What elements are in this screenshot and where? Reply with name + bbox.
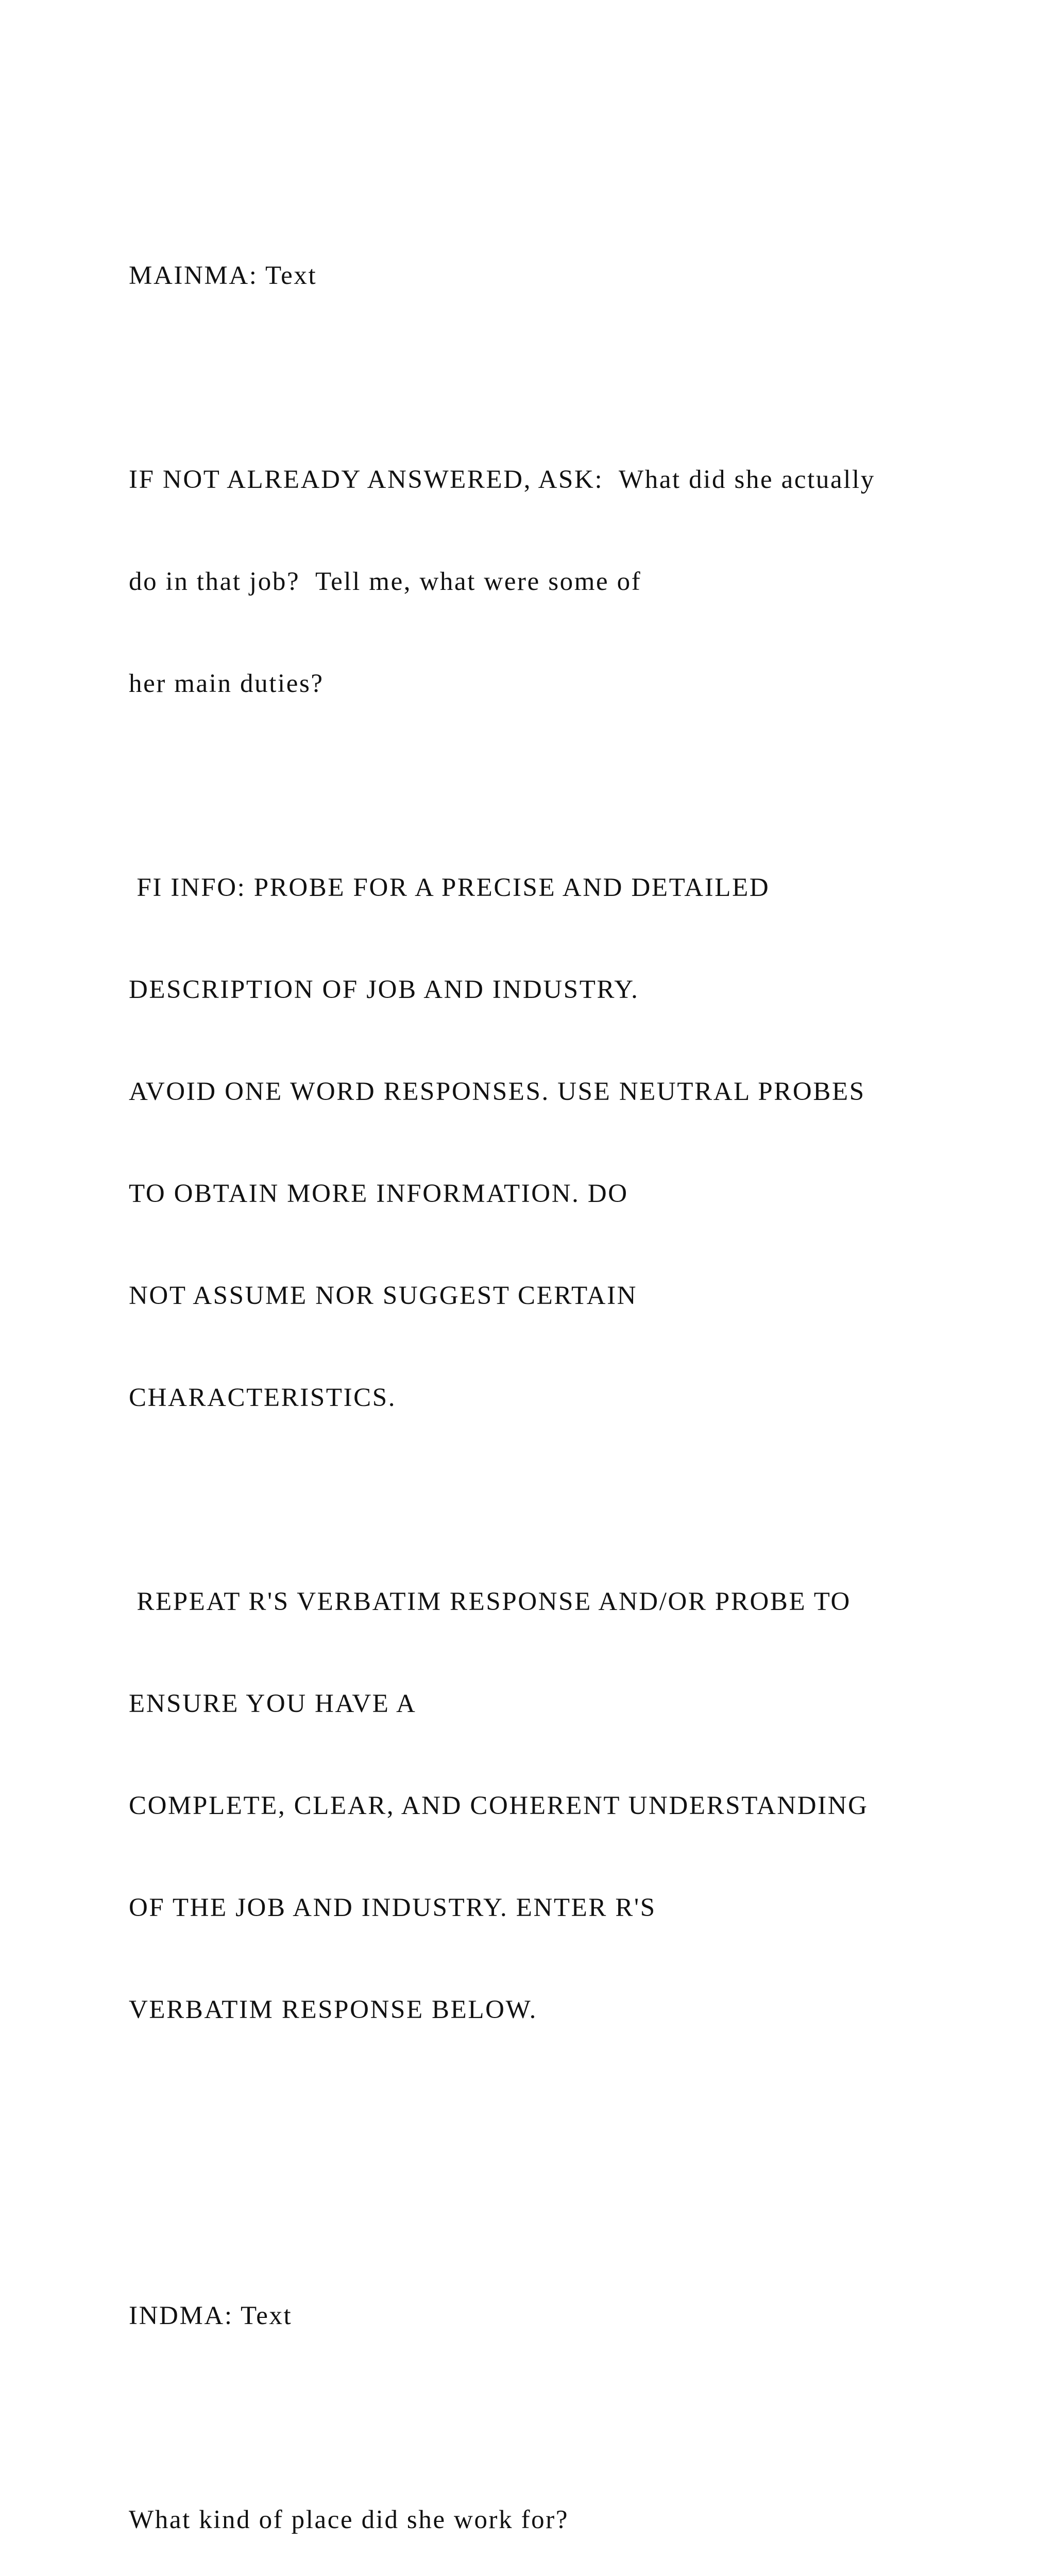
mainma-question-line-1: IF NOT ALREADY ANSWERED, ASK: What did she actually [129,465,875,494]
document-body [129,191,974,2576]
mainma-repeat-line-4: OF THE JOB AND INDUSTRY. ENTER R'S [129,1893,656,1922]
mainma-fi-info-line-6: CHARACTERISTICS. [129,1383,397,1412]
mainma-question-line-3: her main duties? [129,669,324,698]
blank-line [129,361,974,395]
blank-line [129,769,974,803]
indma-question: What kind of place did she work for? [129,2505,569,2534]
mainma-question-line-2: do in that job? Tell me, what were some of [129,567,642,596]
mainma-fi-info-line-1: FI INFO: PROBE FOR A PRECISE AND DETAILED [129,873,770,902]
mainma-repeat-line-2: ENSURE YOU HAVE A [129,1689,417,1718]
mainma-repeat-line-3: COMPLETE, CLEAR, AND COHERENT UNDERSTANDING [129,1791,869,1820]
blank-line [129,1483,974,1517]
blank-line [129,2197,974,2231]
mainma-fi-info-line-3: AVOID ONE WORD RESPONSES. USE NEUTRAL PROBES [129,1077,865,1106]
blank-line [129,2095,974,2129]
mainma-fi-info-line-4: TO OBTAIN MORE INFORMATION. DO [129,1179,628,1208]
mainma-fi-info-line-5: NOT ASSUME NOR SUGGEST CERTAIN [129,1281,638,1310]
mainma-fi-info-line-2: DESCRIPTION OF JOB AND INDUSTRY. [129,975,639,1004]
blank-line [129,2401,974,2435]
mainma-repeat-line-5: VERBATIM RESPONSE BELOW. [129,1995,538,2024]
mainma-repeat-line-1: REPEAT R'S VERBATIM RESPONSE AND/OR PROBE TO [129,1587,851,1616]
indma-heading: INDMA: Text [129,2301,293,2330]
mainma-heading: MAINMA: Text [129,261,317,290]
